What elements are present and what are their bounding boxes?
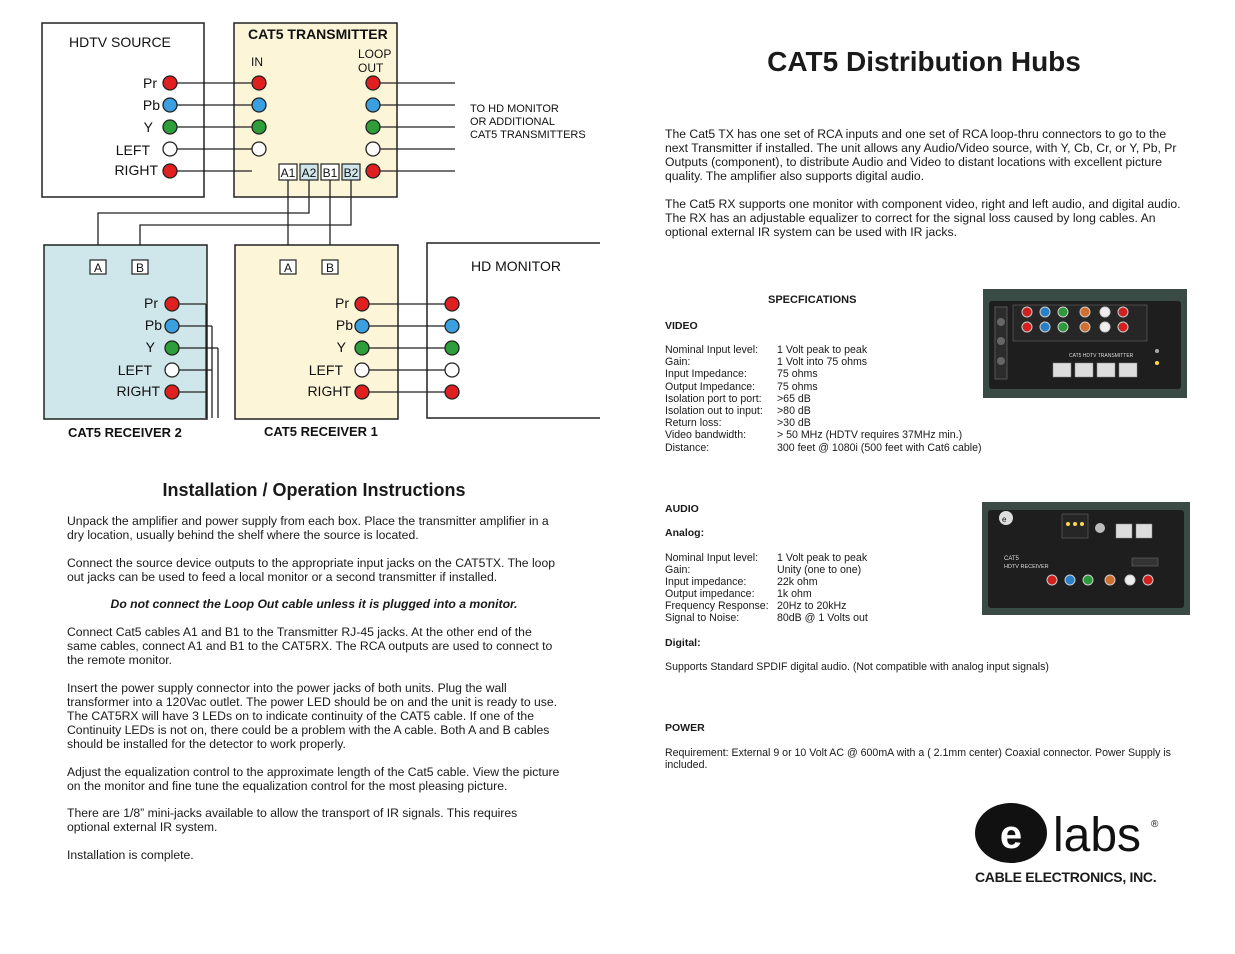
loop-note-line-3: CAT5 TRANSMITTERS	[470, 129, 586, 141]
tx-out-y-jack	[366, 120, 380, 134]
rx1-label-y: Y	[336, 339, 346, 355]
instructions-p2: Connect the source device outputs to the appropriate input jacks on the CAT5TX. The loop out jacks can be used to feed a local monitor or a second transmitter if installed.	[67, 556, 556, 584]
transmitter-out-label: OUT	[358, 61, 384, 75]
hdtv-source-title: HDTV SOURCE	[69, 34, 171, 50]
tx-in-left-jack	[252, 142, 266, 156]
mon-y-jack	[445, 341, 459, 355]
mon-pb-jack	[445, 319, 459, 333]
src-label-right: RIGHT	[114, 162, 158, 178]
rx1-label-right: RIGHT	[307, 383, 351, 399]
src-pr-jack	[163, 76, 177, 90]
instructions-warning: Do not connect the Loop Out cable unless it is plugged into a monitor.	[110, 597, 518, 611]
company-name: CABLE ELECTRONICS, INC.	[975, 869, 1157, 885]
audio-spec-table: Nominal Input level: 1 Volt peak to peak Gain: Unity (one to one) Input impedance: 22k ohm Output impedance: 1k ohm Frequency Response: 20Hz to 20kHz Signal to Noise: 80dB @ 1 Volts out	[665, 552, 868, 624]
src-right-jack	[163, 164, 177, 178]
analog-heading: Analog:	[665, 527, 705, 539]
digital-text: Supports Standard SPDIF digital audio. (Not compatible with analog input signals)	[665, 661, 1049, 673]
tx-out-right-jack	[366, 164, 380, 178]
src-label-y: Y	[143, 119, 153, 135]
digital-heading: Digital:	[665, 637, 701, 649]
intro-paragraph-1: The Cat5 TX has one set of RCA inputs and one set of RCA loop-thru connectors to go to the next Transmitter if installed. The unit allows any Audio/Video source, with Y, Cb, Cr, or Y, Pb, Pr Outputs (component), to distribute Audio and Video to distant locations with excellent picture quality. The amplifier also supports digital audio.	[665, 127, 1177, 183]
instructions-p7: Installation is complete.	[67, 848, 194, 862]
power-text: Requirement: External 9 or 10 Volt AC @ 600mA with a ( 2.1mm center) Coaxial connector. Power Supply is included.	[665, 747, 1171, 772]
receiver-photo	[982, 502, 1190, 615]
rx2-pr-jack	[165, 297, 179, 311]
rx1-pb-jack	[355, 319, 369, 333]
company-logo	[975, 801, 1165, 887]
mon-right-jack	[445, 385, 459, 399]
rx1-port-b-label: B	[325, 261, 335, 275]
rx1-left-jack	[355, 363, 369, 377]
logo-word: labs	[1053, 809, 1142, 862]
specs-title: SPECFICATIONS	[768, 294, 857, 306]
rx1-pr-jack	[355, 297, 369, 311]
mon-left-jack	[445, 363, 459, 377]
loop-note-line-2: OR ADDITIONAL	[470, 116, 555, 128]
rx1-right-jack	[355, 385, 369, 399]
rx1-port-a-label: A	[283, 261, 293, 275]
src-y-jack	[163, 120, 177, 134]
transmitter-loop-label: LOOP	[358, 47, 392, 61]
tx-in-pb-jack	[252, 98, 266, 112]
instructions-p4: Insert the power supply connector into the power jacks of both units. Plug the wall transformer into a 120Vac outlet. The power LED should be on and the unit is ready to use. The CAT5RX will have 3 LEDs on to indicate continuity of the CAT5 cable. If one of the Continuity LEDs is not on, there could be a problem with the A cable. Both A and B cables should be installed for the detector to work properly.	[67, 681, 558, 751]
mon-pr-jack	[445, 297, 459, 311]
rx2-pb-jack	[165, 319, 179, 333]
src-left-jack	[163, 142, 177, 156]
cablelabs-logo-mark	[975, 801, 1165, 867]
transmitter-title: CAT5 TRANSMITTER	[248, 26, 388, 42]
tx-out-pr-jack	[366, 76, 380, 90]
tx-out-left-jack	[366, 142, 380, 156]
instructions-p6: There are 1/8” mini-jacks available to allow the transport of IR signals. This requires optional external IR system.	[67, 806, 518, 834]
rx2-label-y: Y	[145, 339, 155, 355]
tx-photo-label: CAT5 HDTV TRANSMITTER	[1069, 353, 1134, 359]
power-heading: POWER	[665, 722, 705, 734]
audio-heading: AUDIO	[665, 503, 699, 515]
instructions-p5: Adjust the equalization control to the approximate length of the Cat5 cable. View the picture on the monitor and fine tune the equalization control for the most pleasing picture.	[67, 765, 560, 793]
rx1-label-left: LEFT	[308, 362, 343, 378]
receiver2-title: CAT5 RECEIVER 2	[68, 425, 182, 440]
instructions-p1: Unpack the amplifier and power supply from each box. Place the transmitter amplifier in a dry location, usually behind the shelf where the source is located.	[67, 514, 549, 542]
rx-photo-label-2: HDTV RECEIVER	[1004, 564, 1049, 570]
src-label-pb: Pb	[142, 97, 160, 113]
src-pb-jack	[163, 98, 177, 112]
rx2-port-a-label: A	[93, 261, 103, 275]
tx-port-b2-label: B2	[343, 166, 359, 180]
intro-paragraph-2: The Cat5 RX supports one monitor with component video, right and left audio, and digital audio. The RX has an adjustable equalizer to correct for the signal loss caused by long cables. An optional external IR system can be used with IR jacks.	[665, 197, 1181, 239]
page-title: CAT5 Distribution Hubs	[767, 46, 1081, 77]
rx2-label-left: LEFT	[117, 362, 152, 378]
tx-port-a1-label: A1	[280, 166, 296, 180]
loop-note-line-1: TO HD MONITOR	[470, 103, 559, 115]
rx2-label-right: RIGHT	[116, 383, 160, 399]
video-heading: VIDEO	[665, 320, 698, 332]
instructions-title: Installation / Operation Instructions	[162, 480, 466, 500]
src-label-left: LEFT	[115, 142, 150, 158]
tx-in-pr-jack	[252, 76, 266, 90]
rx1-label-pb: Pb	[335, 317, 353, 333]
rx1-y-jack	[355, 341, 369, 355]
instructions-p3: Connect Cat5 cables A1 and B1 to the Transmitter RJ-45 jacks. At the other end of the same cables, connect A1 and B1 to the CAT5RX. The RCA outputs are used to connect to the remote monitor.	[67, 625, 553, 667]
tx-port-a2-label: A2	[301, 166, 317, 180]
transmitter-in-label: IN	[251, 55, 263, 69]
rx2-label-pb: Pb	[144, 317, 162, 333]
logo-registered: ®	[1151, 819, 1159, 830]
receiver1-title: CAT5 RECEIVER 1	[264, 424, 378, 439]
rx2-right-jack	[165, 385, 179, 399]
rx1-label-pr: Pr	[335, 295, 349, 311]
rx2-y-jack	[165, 341, 179, 355]
rx2-port-b-label: B	[135, 261, 145, 275]
logo-mark-letter: e	[999, 813, 1023, 857]
tx-out-pb-jack	[366, 98, 380, 112]
rx2-label-pr: Pr	[144, 295, 158, 311]
src-label-pr: Pr	[143, 75, 157, 91]
video-spec-table: Nominal Input level: 1 Volt peak to peak Gain: 1 Volt into 75 ohms Input Impedance: 75 ohms Output Impedance: 75 ohms Isolation port to port: >65 dB Isolation out to input: >80 dB Return loss: >30 dB Video bandwidth: > 50 MHz (HDTV requires 37MHz min.) Distance: 300 feet @ 1080i (500 feet with Cat6 cable)	[665, 344, 982, 454]
rx2-left-jack	[165, 363, 179, 377]
transmitter-photo	[983, 289, 1187, 398]
tx-in-y-jack	[252, 120, 266, 134]
hd-monitor-title: HD MONITOR	[471, 258, 561, 274]
rx-photo-label-1: CAT5	[1004, 556, 1019, 562]
rx-photo-logo: e	[1002, 515, 1007, 524]
connection-diagram	[0, 0, 600, 450]
tx-port-b1-label: B1	[322, 166, 338, 180]
